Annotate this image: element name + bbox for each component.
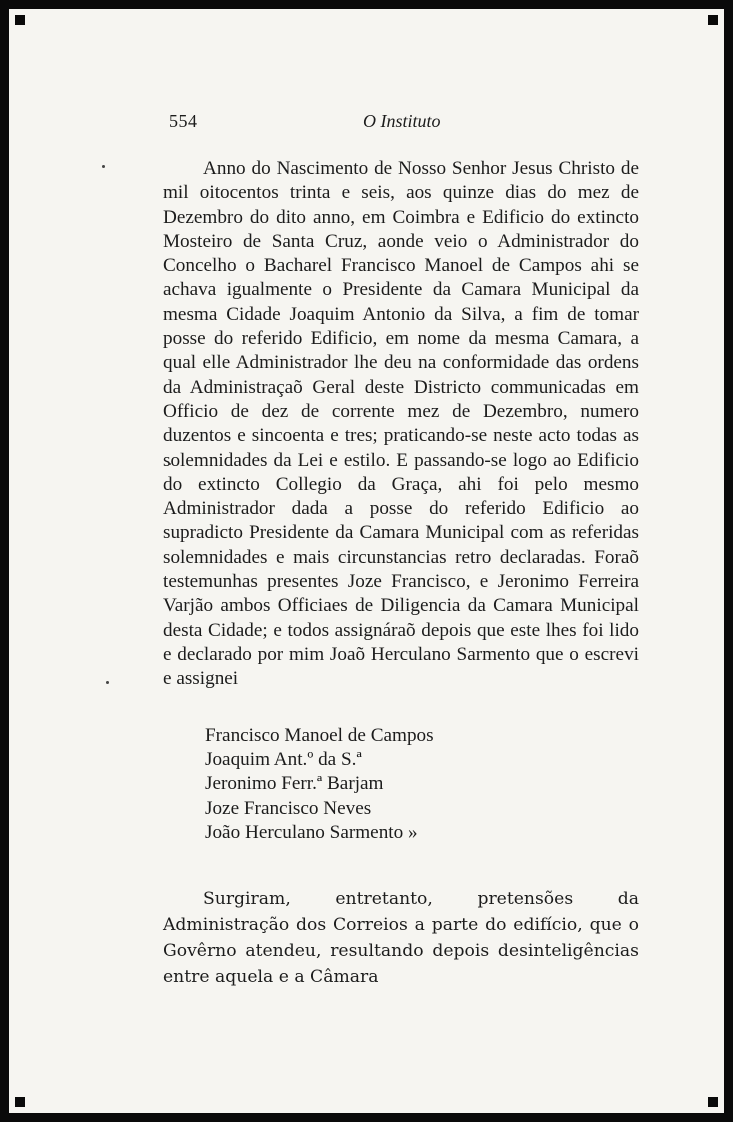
scan-corner-mark bbox=[15, 1097, 25, 1107]
signature-line: Joaquim Ant.º da S.ª bbox=[205, 748, 362, 770]
continuation-paragraph: Surgiram, entretanto, pretensões da Administração dos Correios a parte do edifício, que o Govêrno atendeu, resultando depois desinteligências entre aquela e a Câmara bbox=[163, 888, 639, 987]
signature-line: Joze Francisco Neves bbox=[205, 797, 372, 819]
scan-corner-mark bbox=[708, 1097, 718, 1107]
scan-speck bbox=[106, 681, 109, 684]
signature-block bbox=[205, 724, 639, 846]
document-paragraph: Anno do Nascimento de Nosso Senhor Jesus Christo de mil oitocentos trinta e seis, aos quinze dias do mez de Dezembro do dito anno, em Coimbra e Edificio do extincto Mosteiro de Santa Cruz, aonde veio o Administrador do Concelho o Bacharel Francisco Manoel de Campos ahi se achava igualmente o Presidente da Camara Municipal da mesma Cidade Joaquim Antonio da Silva, a fim de tomar posse do referido Edificio, em nome da mesma Camara, a qual elle Administrador lhe deu na conformidade das ordens da Administraçaõ Geral deste Districto communicadas em Officio de dez de corrente mez de Dezembro, numero duzentos e sincoenta e tres; praticando-se neste acto todas as solemnidades da Lei e estilo. E passando-se logo ao Edificio do extincto Collegio da Graça, ahi foi pelo mesmo Administrador dada a posse do referido Edificio ao supradicto Presidente da Camara Municipal com as referidas solemnidades e mais circunstancias retro declaradas. Foraõ testemunhas presentes Joze Francisco, e Jeronimo Ferreira Varjão ambos Officiaes de Diligencia da Camara Municipal desta Cidade; e todos assignáraõ depois que este lhes foi lido e declarado por mim Joaõ Herculano Sarmento que o escrevi e assignei bbox=[163, 158, 639, 690]
scan-speck bbox=[102, 165, 105, 168]
scan-corner-mark bbox=[708, 15, 718, 25]
page-text-block bbox=[163, 105, 639, 990]
running-title: O Instituto bbox=[363, 111, 441, 131]
scan-corner-mark bbox=[15, 15, 25, 25]
page-number: 554 bbox=[169, 111, 198, 131]
signature-line: Jeronimo Ferr.ª Barjam bbox=[205, 773, 384, 795]
running-head bbox=[163, 105, 639, 135]
signature-line: João Herculano Sarmento » bbox=[205, 822, 418, 844]
signature-line: Francisco Manoel de Campos bbox=[205, 724, 434, 746]
